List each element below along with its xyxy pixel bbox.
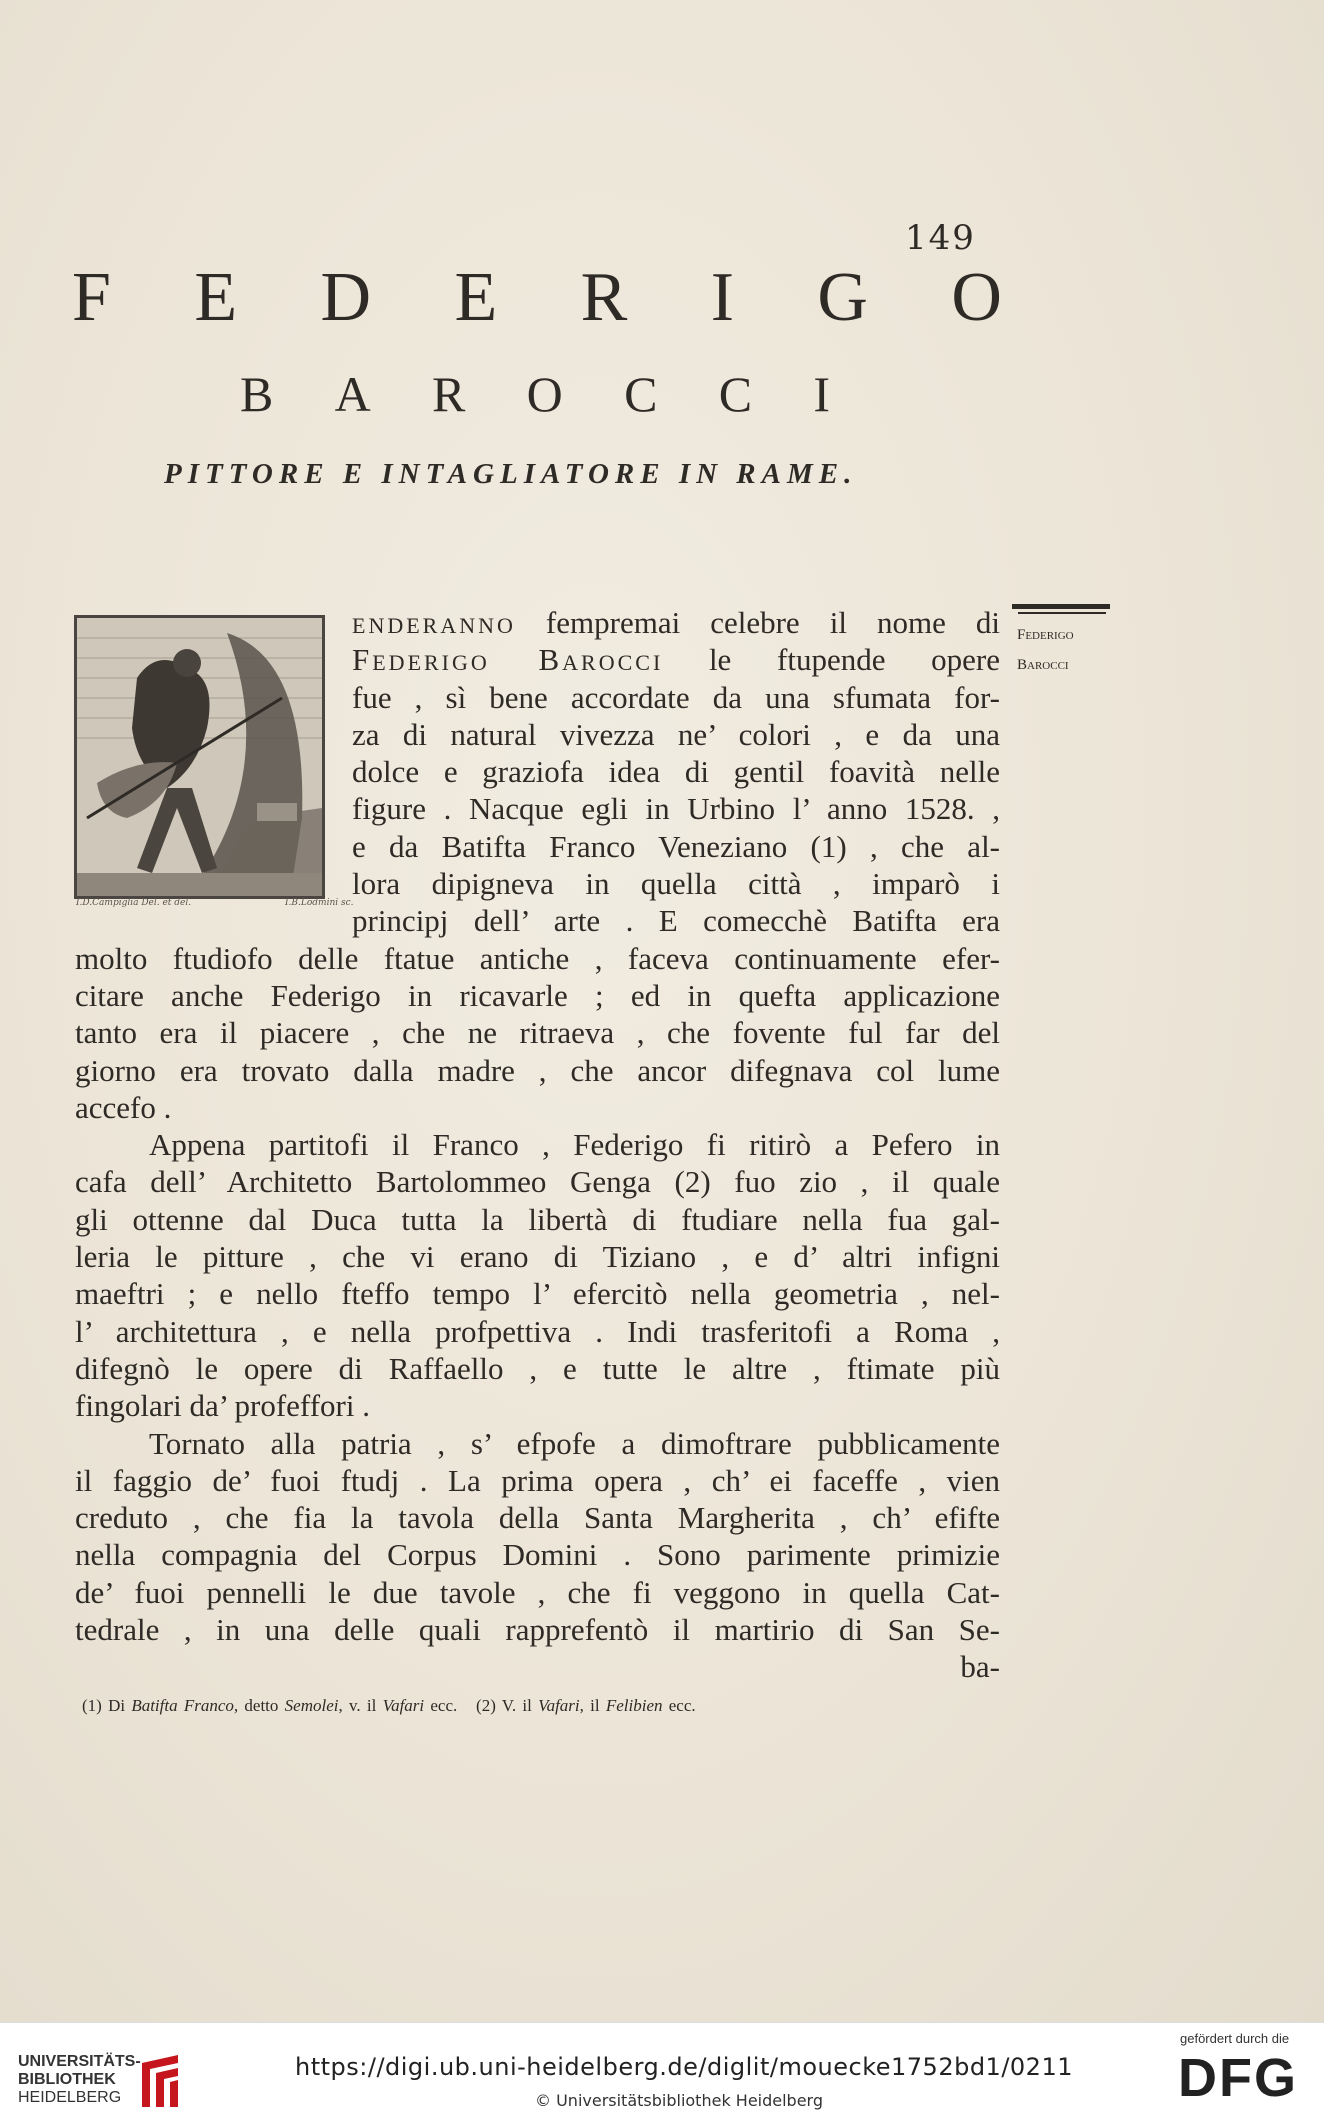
footnote-2-ref: Vafari [538,1696,580,1715]
title-letter: R [432,366,466,422]
text-line: tedrale , in una delle quali rapprefentò il martirio di San Se- [75,1612,1000,1648]
title-letter: O [951,259,1002,336]
title-letter: F [72,259,111,336]
text-line: l’ architettura , e nella profpettiva . Indi trasferitofi a Roma , [75,1313,1000,1349]
text-line: fingolari da’ profeffori . [75,1388,370,1424]
university-logo-icon[interactable] [138,2053,184,2109]
text-line: gli ottenne dal Duca tutta la libertà di ftudiare nella fua gal- [75,1201,1000,1237]
text-line: accefo . [75,1089,172,1125]
footnote-2-number: (2) V. il [476,1696,532,1715]
permalink-url[interactable]: https://digi.ub.uni-heidelberg.de/diglit/mouecke1752bd1/0211 [295,2053,1073,2081]
text-line: e da Batifta Franco Veneziano (1) , che al- [352,828,1000,864]
opening-word: enderanno [352,605,516,640]
university-library-name[interactable] [18,2053,141,2107]
funding-label: gefördert durch die [1180,2031,1290,2046]
title-letter: I [710,259,734,336]
text-line: Appena partitofi il Franco , Federigo fi ritirò a Pefero in [149,1127,1000,1163]
engraving-engraver-caption: I.B.Lodmini sc. [285,898,354,908]
text-line: enderanno fempremai celebre il nome di [352,605,1000,640]
text-line: citare anche Federigo in ricavarle ; ed in quefta applicazione [75,977,1000,1013]
title-letter: C [718,366,753,422]
title-letter: E [454,259,498,336]
catchword: ba- [960,1649,1000,1685]
uni-line: BIBLIOTHEK [18,2071,116,2088]
marginal-rule [1012,604,1110,609]
copyright-notice: © Universitätsbibliothek Heidelberg [535,2091,824,2110]
dfg-logo[interactable]: DFG [1178,2048,1298,2108]
marginal-note-line: Federigo [1017,627,1074,643]
title-letter: O [526,366,563,422]
text-line: leria le pitture , che vi erano di Tiziano , e d’ altri infigni [75,1239,1000,1275]
page-subtitle: PITTORE E INTAGLIATORE IN RAME. [164,458,858,490]
title-letter: B [240,366,274,422]
body-text [75,604,1000,1686]
text-line: de’ fuoi pennelli le due tavole , che fi veggono in quella Cat- [75,1574,1000,1610]
footnote-1-alias: Semolei [284,1696,339,1715]
text-line: tanto era il piacere , che ne ritraeva , che fovente ful far del [75,1015,1000,1051]
artist-name: Federigo Barocci [352,642,664,678]
page-title-first-name [72,258,1002,338]
marginal-note [1017,620,1127,680]
uni-line: UNIVERSITÄTS- [18,2053,141,2070]
footnote-2-ref2: Felibien [605,1696,663,1715]
engraving-designer-caption: I.D.Campiglia Del. et del. [76,898,192,908]
text-line: za di natural vivezza ne’ colori , e da una [352,716,1000,752]
page-number: 149 [905,218,976,258]
text-line: figure . Nacque egli in Urbino l’ anno 1528. , [352,791,1000,827]
footnote-1-ref: Vafari [382,1696,425,1715]
text-line: Federigo Barocci le ftupende opere [352,642,1000,678]
text-line: Tornato alla patria , s’ efpofe a dimoftrare pubblicamente [149,1425,1000,1461]
text-line: dolce e graziofa idea di gentil foavità nelle [352,754,1000,790]
text-line: nella compagnia del Corpus Domini . Sono parimente primizie [75,1537,1000,1573]
title-letter: G [817,259,868,336]
text-line: maeftri ; e nello fteffo tempo l’ efercitò nella geometria , nel- [75,1276,1000,1312]
title-letter: A [334,366,371,422]
text-line: principj dell’ arte . E comecchè Batifta era [352,903,1000,939]
text-line: il faggio de’ fuoi ftudj . La prima opera , ch’ ei faceffe , vien [75,1462,1000,1498]
marginal-note-line: Barocci [1017,657,1069,673]
title-letter: I [813,366,830,422]
viewer-footer [0,2022,1324,2120]
text-line: molto ftudiofo delle ftatue antiche , faceva continuamente efer- [75,940,1000,976]
text-line: lora dipigneva in quella città , imparò i [352,866,1000,902]
page-title-surname [240,365,830,423]
title-letter: R [580,259,628,336]
text-line: fue , sì bene accordate da una sfumata for- [352,679,1000,715]
marginal-rule-thin [1018,612,1106,614]
text-line: cafa dell’ Architetto Bartolommeo Genga (2) fuo zio , il quale [75,1164,1000,1200]
text-line: giorno era trovato dalla madre , che ancor difegnava col lume [75,1052,1000,1088]
text-line: creduto , che fia la tavola della Santa Margherita , ch’ efifte [75,1500,1000,1536]
title-letter: E [194,259,238,336]
title-letter: D [320,259,372,336]
text-line: difegnò le opere di Raffaello , e tutte le altre , ftimate più [75,1350,1000,1386]
uni-line: HEIDELBERG [18,2089,122,2106]
footnote-1-number: (1) Di [82,1696,126,1715]
footnotes: (1) Di Batifta Franco, detto Semolei, v. il Vafari ecc. (2) V. il Vafari, il Felibien ecc. [82,1696,696,1715]
footnote-1-name: Batifta Franco [131,1696,234,1715]
title-letter: C [624,366,658,422]
